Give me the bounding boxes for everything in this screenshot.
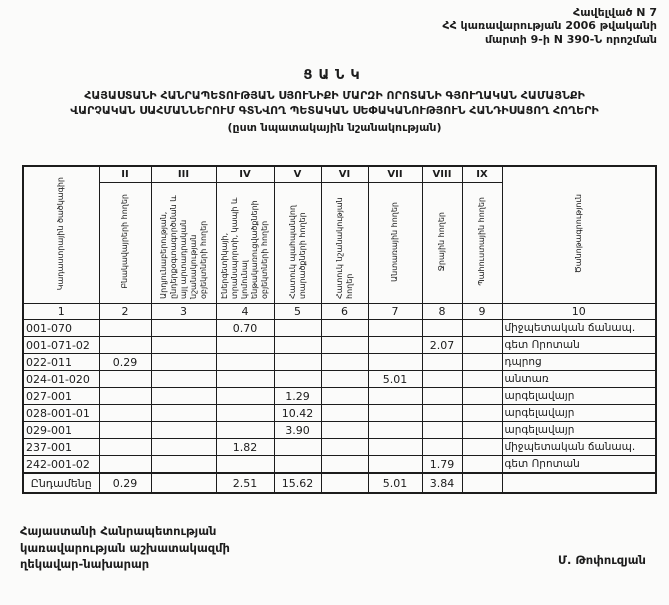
cell-note: արգելավայր: [502, 422, 656, 439]
cell-value: [422, 371, 462, 388]
roman-II: II: [99, 166, 151, 183]
cell-value: 5.01: [368, 371, 422, 388]
signatory-title-block: [20, 523, 230, 573]
cell-value: [216, 337, 274, 354]
cell-value: 1.82: [216, 439, 274, 456]
total-value: 5.01: [368, 473, 422, 493]
table-row: [23, 354, 656, 371]
cell-value: [321, 439, 368, 456]
cell-value: [151, 388, 216, 405]
col-number: 5: [274, 304, 321, 320]
table-row: [23, 337, 656, 354]
header-forest-lands: Անտառային հողեր: [368, 183, 422, 304]
document-title: ՑԱՆԿ: [303, 68, 366, 83]
roman-III: III: [151, 166, 216, 183]
header-special-purpose-lands: Հատուկ նշանակության հողեր: [321, 183, 368, 304]
cell-value: [99, 456, 151, 474]
cell-value: [368, 320, 422, 337]
cell-value: 2.07: [422, 337, 462, 354]
cell-code: 029-001: [23, 422, 99, 439]
table-row: [23, 388, 656, 405]
cell-value: [422, 405, 462, 422]
cell-value: [368, 422, 422, 439]
cell-note: արգելավայր: [502, 388, 656, 405]
header-cadastral-code: [23, 166, 99, 304]
cell-value: [321, 337, 368, 354]
title-line-2: ՎԱՐՉԱԿԱՆ ՍԱՀՄԱՆՆԵՐՈՒՄ ԳՏՆՎՈՂ ՊԵՏԱԿԱՆ ՍԵՓԱԿԱՆՈՒԹՅՈՒՆ ՀԱՆԴԻՍԱՑՈՂ ՀՈՂԵՐԻ: [70, 103, 599, 117]
cell-value: 3.90: [274, 422, 321, 439]
cell-value: [368, 405, 422, 422]
cell-value: [274, 354, 321, 371]
signatory-line-2: կառավարության աշխատակազմի: [20, 540, 230, 555]
cell-value: [368, 388, 422, 405]
cell-value: [422, 439, 462, 456]
cell-value: [422, 388, 462, 405]
roman-IX: IX: [462, 166, 502, 183]
cell-value: [99, 371, 151, 388]
roman-numeral-row: [23, 166, 656, 183]
roman-V: V: [274, 166, 321, 183]
roman-VIII: VIII: [422, 166, 462, 183]
cell-value: [321, 422, 368, 439]
appendix-decree-date: մարտի 9-ի N 390-Ն որոշման: [484, 32, 657, 46]
cell-value: 0.29: [99, 354, 151, 371]
header-note-label: Ծանոթագրություն: [573, 193, 583, 274]
cell-value: [321, 405, 368, 422]
appendix-decree-line: ՀՀ կառավարության 2006 թվականի: [442, 19, 657, 33]
signatory-name: Մ. Թոփուզյան: [558, 553, 646, 567]
cell-value: 1.79: [422, 456, 462, 474]
cell-value: [462, 456, 502, 474]
cell-value: [462, 405, 502, 422]
title-line-1: ՀԱՅԱՍՏԱՆԻ ՀԱՆՐԱՊԵՏՈՒԹՅԱՆ ՍՅՈՒՆԻՔԻ ՄԱՐԶԻ ՈՐՈՏԱՆԻ ԳՅՈՒՂԱԿԱՆ ՀԱՄԱՅՆՔԻ: [84, 89, 585, 102]
cell-value: 1.29: [274, 388, 321, 405]
cell-value: [274, 371, 321, 388]
cell-value: [422, 354, 462, 371]
roman-VI: VI: [321, 166, 368, 183]
header-reserve-lands: Պահուստային հողեր: [462, 183, 502, 304]
col-number: 2: [99, 304, 151, 320]
total-value: 15.62: [274, 473, 321, 493]
cell-value: 10.42: [274, 405, 321, 422]
cell-code: 001-071-02: [23, 337, 99, 354]
cell-value: [151, 337, 216, 354]
table-row: [23, 405, 656, 422]
table-row: [23, 422, 656, 439]
title-block: [0, 68, 669, 134]
cell-value: [216, 388, 274, 405]
cell-value: [274, 439, 321, 456]
cell-value: [99, 422, 151, 439]
col-number: 7: [368, 304, 422, 320]
total-value: 0.29: [99, 473, 151, 493]
cell-value: [151, 405, 216, 422]
cell-value: [321, 320, 368, 337]
total-value: 3.84: [422, 473, 462, 493]
cell-value: [99, 337, 151, 354]
cell-value: [151, 354, 216, 371]
cell-value: [321, 354, 368, 371]
cell-code: 001-070: [23, 320, 99, 337]
cell-value: [151, 439, 216, 456]
cell-note: միջպետական ճանապ.: [502, 439, 656, 456]
cell-value: [151, 456, 216, 474]
cell-value: [422, 422, 462, 439]
total-row: [23, 473, 656, 493]
cell-value: [321, 371, 368, 388]
col-number: 9: [462, 304, 502, 320]
land-parcel-table: [22, 165, 657, 494]
cell-value: [151, 422, 216, 439]
cell-value: [151, 371, 216, 388]
cell-value: [216, 456, 274, 474]
header-protected-area-lands: Հատուկ պահպանվող տարածքների հողեր: [274, 183, 321, 304]
total-label: Ընդամենը: [23, 473, 99, 493]
cell-value: 0.70: [216, 320, 274, 337]
cell-note: միջպետական ճանապ.: [502, 320, 656, 337]
cell-value: [368, 337, 422, 354]
cell-value: [422, 320, 462, 337]
cell-code: 028-001-01: [23, 405, 99, 422]
total-note: [502, 473, 656, 493]
cell-note: գետ Որոտան: [502, 337, 656, 354]
cell-code: 237-001: [23, 439, 99, 456]
total-value: [462, 473, 502, 493]
cell-value: [274, 337, 321, 354]
cell-note: անտառ: [502, 371, 656, 388]
cell-code: 024-01-020: [23, 371, 99, 388]
total-value: [151, 473, 216, 493]
header-energy-transport-lands: Էներգետիկայի, տրանսպորտի, կապի և կոմունալ ենթակառուցվածքների օբյեկտների հողեր: [216, 183, 274, 304]
cell-value: [216, 422, 274, 439]
roman-IV: IV: [216, 166, 274, 183]
cell-value: [321, 456, 368, 474]
roman-VII: VII: [368, 166, 422, 183]
col-number: 10: [502, 304, 656, 320]
total-value: [321, 473, 368, 493]
cell-value: [99, 405, 151, 422]
cell-value: [99, 388, 151, 405]
cell-value: [274, 456, 321, 474]
header-note: [502, 166, 656, 304]
header-industrial-lands: Արդյունաբերության, ընդերքօգտագործման և այլ արտադրական նշանակության օբյեկտների հողեր: [151, 183, 216, 304]
cell-value: [216, 405, 274, 422]
table-row: [23, 371, 656, 388]
cell-value: [462, 371, 502, 388]
cell-note: արգելավայր: [502, 405, 656, 422]
cell-code: 027-001: [23, 388, 99, 405]
cell-value: [368, 354, 422, 371]
appendix-reference-block: [442, 6, 657, 46]
cell-value: [99, 320, 151, 337]
cell-value: [321, 388, 368, 405]
cell-note: գետ Որոտան: [502, 456, 656, 474]
cell-value: [462, 354, 502, 371]
signatory-line-1: Հայաստանի Հանրապետության: [20, 524, 217, 538]
cell-code: 242-001-02: [23, 456, 99, 474]
cell-code: 022-011: [23, 354, 99, 371]
col-number: 6: [321, 304, 368, 320]
col-number: 1: [23, 304, 99, 320]
cell-value: [368, 439, 422, 456]
cell-value: [462, 439, 502, 456]
header-cadastral-code-label: Կադաստրային ծածկագիր: [56, 176, 66, 291]
cell-note: դպրոց: [502, 354, 656, 371]
column-number-row: [23, 304, 656, 320]
cell-value: [99, 439, 151, 456]
col-number: 3: [151, 304, 216, 320]
header-settlement-lands: Բնակավայրերի հողեր: [99, 183, 151, 304]
table-row: [23, 320, 656, 337]
cell-value: [151, 320, 216, 337]
cell-value: [216, 354, 274, 371]
table-row: [23, 456, 656, 474]
header-water-lands: Ջրային հողեր: [422, 183, 462, 304]
appendix-number: Հավելված N 7: [573, 6, 657, 19]
cell-value: [462, 320, 502, 337]
cell-value: [368, 456, 422, 474]
signatory-line-3: ղեկավար-նախարար: [20, 557, 150, 572]
total-value: 2.51: [216, 473, 274, 493]
col-number: 8: [422, 304, 462, 320]
cell-value: [274, 320, 321, 337]
col-number: 4: [216, 304, 274, 320]
title-subtitle: (ըստ նպատակային նշանակության): [227, 120, 442, 134]
cell-value: [462, 388, 502, 405]
table-row: [23, 439, 656, 456]
cell-value: [462, 422, 502, 439]
cell-value: [462, 337, 502, 354]
cell-value: [216, 371, 274, 388]
